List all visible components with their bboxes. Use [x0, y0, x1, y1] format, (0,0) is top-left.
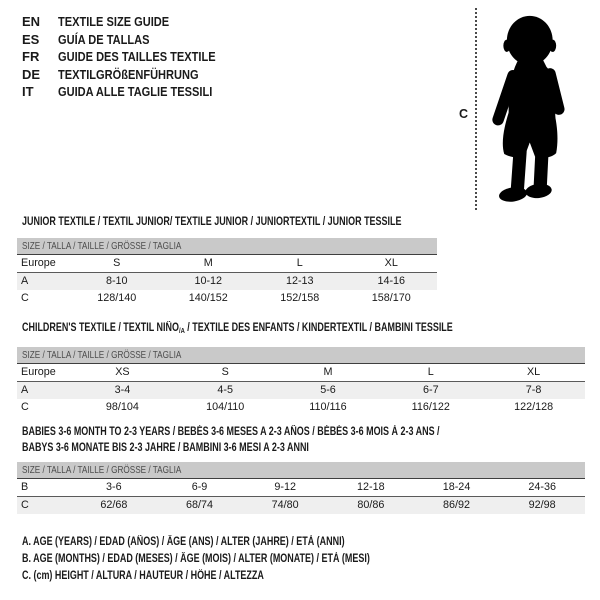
size-cell: 110/116 [309, 401, 347, 413]
children-row-europe [17, 363, 585, 382]
row-label: C [21, 292, 29, 304]
footnote-c [22, 568, 468, 585]
row-label: Europe [21, 366, 56, 378]
size-cell: 122/128 [514, 401, 554, 413]
language-code: DE [22, 66, 41, 82]
footnote-c-text: C. (cm) HEIGHT / ALTURA / HAUTEUR / HÖHE / ALTEZZA [22, 570, 264, 583]
size-cell: 68/74 [185, 499, 214, 511]
size-cell: L [296, 257, 303, 269]
size-cell: 104/110 [206, 401, 245, 413]
row-label: A [21, 275, 29, 287]
babies-size-header-bar [17, 462, 585, 478]
children-size-header-bar [17, 347, 585, 363]
babies-table-title [22, 425, 557, 456]
size-cell: M [203, 257, 213, 269]
language-label: GUIDA ALLE TAGLIE TESSILI [58, 84, 213, 100]
footnote-a-text: A. AGE (YEARS) / EDAD (AÑOS) / ÂGE (ANS) / ALTER (JAHRE) / ETÀ (ANNI) [22, 536, 345, 548]
language-list [22, 13, 243, 101]
children-row-height [17, 399, 585, 416]
size-cell: 140/152 [188, 292, 228, 304]
children-title-prefix: CHILDREN'S TEXTILE / TEXTIL NIÑO [22, 322, 179, 334]
size-cell: 14-16 [377, 275, 406, 287]
row-label: Europe [21, 257, 56, 269]
size-cell: 3-6 [106, 481, 122, 493]
size-cell: 152/158 [280, 292, 320, 304]
babies-row-months [17, 478, 585, 497]
babies-table-title-line2: BABYS 3-6 MONATE BIS 2-3 JAHRE / BAMBINI 3-6 MESI A 2-3 ANNI [22, 441, 309, 454]
junior-row-europe [17, 254, 437, 273]
babies-table-title-line1: BABIES 3-6 MONTH TO 2-3 YEARS / BEBÉS 3-6 MESES A 2-3 AÑOS / BÉBÉS 3-6 MOIS À 2-3 ANS / [22, 426, 440, 438]
size-cell: 6-9 [191, 481, 208, 493]
language-row-it [22, 83, 243, 101]
children-title-suffix: / TEXTILE DES ENFANTS / KINDERTEXTIL / BAMBINI TESSILE [184, 322, 453, 334]
size-cell: 116/122 [411, 401, 450, 413]
size-cell: 12-13 [285, 275, 314, 287]
language-code: FR [22, 49, 40, 65]
size-cell: 74/80 [271, 499, 299, 511]
size-header-label: SIZE / TALLA / TAILLE / GRÖSSE / TAGLIA [22, 349, 182, 361]
size-cell: S [113, 257, 121, 269]
junior-table-title [22, 216, 508, 229]
size-cell: 9-12 [274, 481, 296, 493]
language-label: GUIDE DES TAILLES TEXTILE [58, 49, 216, 65]
size-cell: 18-24 [442, 481, 471, 493]
junior-size-table [17, 238, 437, 307]
language-row-fr [22, 48, 243, 66]
language-label: TEXTILGRÖßENFÜHRUNG [58, 66, 199, 82]
row-label: A [21, 384, 29, 396]
children-table-title [22, 322, 574, 337]
size-cell: XL [384, 257, 398, 269]
size-cell: XL [526, 366, 541, 378]
language-label: TEXTILE SIZE GUIDE [58, 14, 170, 29]
junior-row-age [17, 273, 437, 290]
size-cell: 92/98 [528, 499, 556, 511]
size-cell: M [323, 366, 333, 378]
footnotes [22, 534, 468, 586]
size-cell: 10-12 [194, 275, 223, 287]
babies-row-height [17, 497, 585, 514]
row-label: C [21, 499, 29, 511]
height-measure-dotted-line [475, 8, 477, 210]
size-cell: 12-18 [357, 481, 385, 493]
language-label: GUÍA DE TALLAS [58, 31, 150, 47]
children-row-age [17, 382, 585, 399]
size-cell: 98/104 [105, 401, 139, 413]
size-cell: 158/170 [371, 292, 411, 304]
language-code: ES [22, 31, 40, 47]
row-label: C [21, 401, 29, 413]
size-cell: 86/92 [443, 499, 471, 511]
baby-silhouette-icon [484, 8, 572, 212]
row-label: B [21, 481, 29, 493]
language-row-es [22, 31, 243, 49]
language-row-de [22, 66, 243, 84]
size-cell: 128/140 [97, 292, 137, 304]
size-cell: XS [115, 366, 130, 378]
size-header-label: SIZE / TALLA / TAILLE / GRÖSSE / TAGLIA [22, 240, 182, 252]
junior-row-height [17, 290, 437, 307]
size-cell: 80/86 [357, 499, 385, 511]
children-title-subscript: /A [178, 326, 185, 335]
children-size-table [17, 347, 585, 416]
footnote-a [22, 534, 468, 551]
size-cell: 6-7 [422, 384, 439, 396]
size-cell: 8-10 [105, 275, 128, 287]
size-header-label: SIZE / TALLA / TAILLE / GRÖSSE / TAGLIA [22, 464, 182, 476]
language-code: EN [22, 14, 41, 29]
footnote-b [22, 551, 468, 568]
size-cell: 24-36 [528, 481, 556, 493]
height-measure-label: C [459, 107, 469, 121]
footnote-b-text: B. AGE (MONTHS) / EDAD (MESES) / ÂGE (MOIS) / ALTER (MONATE) / ETÀ (MESI) [22, 553, 370, 566]
babies-size-table [17, 462, 585, 514]
children-table-title-text [22, 322, 453, 337]
size-cell: S [221, 366, 229, 378]
language-row-en [22, 13, 243, 31]
size-cell: 62/68 [100, 499, 128, 511]
junior-size-header-bar [17, 238, 437, 254]
size-cell: 4-5 [217, 384, 233, 396]
size-cell: 7-8 [525, 384, 542, 396]
size-cell: L [427, 366, 434, 378]
size-cell: 3-4 [114, 384, 131, 396]
size-cell: 5-6 [320, 384, 336, 396]
junior-table-title-text: JUNIOR TEXTILE / TEXTIL JUNIOR/ TEXTILE JUNIOR / JUNIORTEXTIL / JUNIOR TESSILE [22, 216, 402, 228]
language-code: IT [22, 84, 34, 100]
